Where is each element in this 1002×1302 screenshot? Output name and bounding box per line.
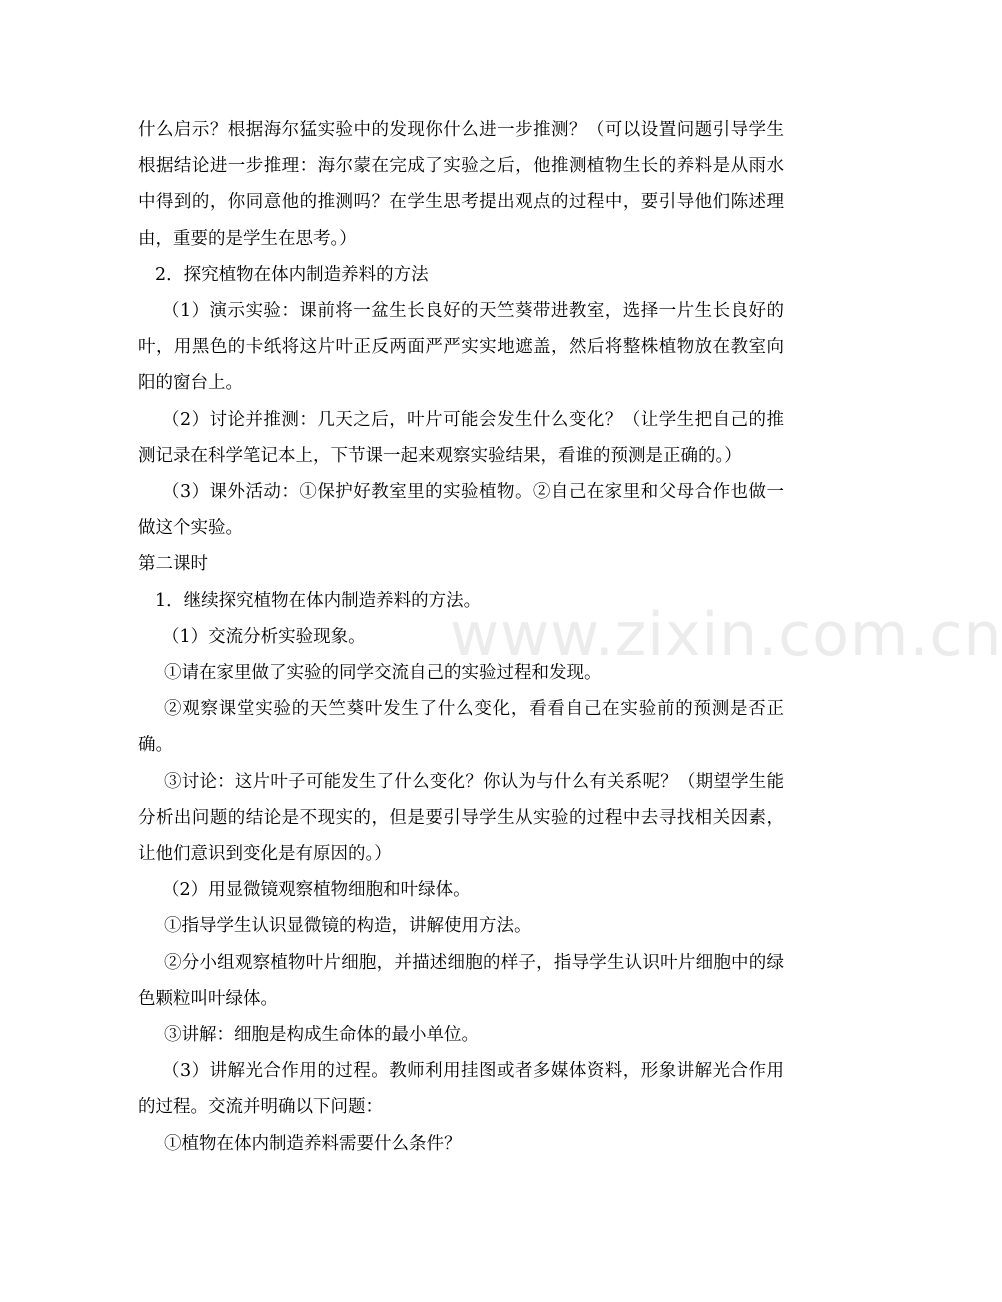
list-item: ①请在家里做了实验的同学交流自己的实验过程和发现。	[164, 663, 602, 684]
list-item: ②分小组观察植物叶片细胞，并描述细胞的样子，指导学生认识叶片细胞中的绿色颗粒叫叶绿体。	[138, 952, 784, 1009]
list-item: ①植物在体内制造养料需要什么条件？	[164, 1133, 462, 1154]
subsection-heading-1: （1）交流分析实验现象。	[162, 626, 366, 647]
section-heading-2: 2．探究植物在体内制造养料的方法	[155, 264, 429, 285]
lesson-heading-second: 第二课时	[138, 554, 208, 575]
document-page	[138, 112, 784, 1162]
list-item: ①指导学生认识显微镜的构造，讲解使用方法。	[164, 916, 532, 937]
list-item: ③讨论：这片叶子可能发生了什么变化？你认为与什么有关系呢？（期望学生能分析出问题的结论是不现实的，但是要引导学生从实验的过程中去寻找相关因素，让他们意识到变化是有原因的。）	[138, 771, 784, 865]
paragraph-demo-experiment: （1）演示实验：课前将一盆生长良好的天竺葵带进教室，选择一片生长良好的叶，用黑色的卡纸将这片叶正反两面严严实实地遮盖，然后将整株植物放在教室向阳的窗台上。	[138, 301, 784, 394]
paragraph-discussion: （2）讨论并推测：几天之后，叶片可能会发生什么变化？（让学生把自己的推测记录在科学笔记本上，下节课一起来观察实验结果，看谁的预测是正确的。）	[138, 409, 784, 466]
watermark: www.zixin.com.cn	[450, 600, 1002, 670]
list-item: ②观察课堂实验的天竺葵叶发生了什么变化，看看自己在实验前的预测是否正确。	[138, 699, 784, 756]
subsection-heading-2: （2）用显微镜观察植物细胞和叶绿体。	[162, 880, 471, 901]
section-heading-1: 1．继续探究植物在体内制造养料的方法。	[155, 590, 482, 611]
paragraph-continuation: 什么启示？根据海尔猛实验中的发现你什么进一步推测？（可以设置问题引导学生根据结论进一步推理：海尔蒙在完成了实验之后，他推测植物生长的养料是从雨水中得到的，你同意他的推测吗？在学生思考提出观点的过程中，要引导他们陈述理由，重要的是学生在思考。）	[138, 120, 784, 249]
subsection-heading-3: （3）讲解光合作用的过程。教师利用挂图或者多媒体资料，形象讲解光合作用的过程。交流并明确以下问题：	[138, 1061, 784, 1118]
list-item: ③讲解：细胞是构成生命体的最小单位。	[164, 1025, 479, 1046]
paragraph-extracurricular: （3）课外活动：①保护好教室里的实验植物。②自己在家里和父母合作也做一做这个实验。	[138, 482, 784, 539]
